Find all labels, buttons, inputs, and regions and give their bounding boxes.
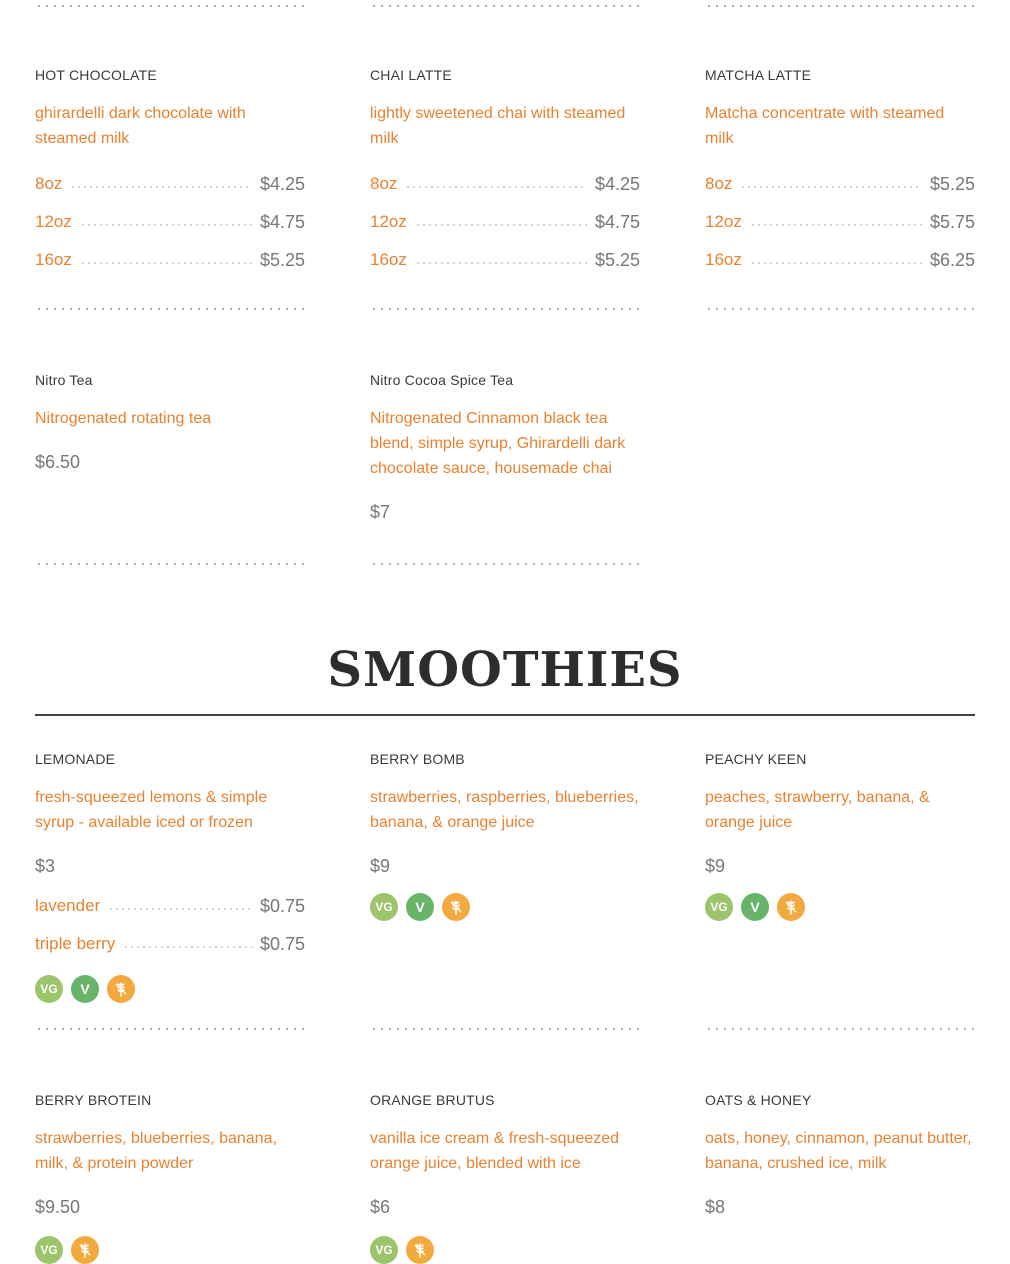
addon-options — [35, 887, 305, 963]
item-description: ghirardelli dark chocolate with steamed milk — [35, 105, 246, 147]
divider — [705, 1028, 975, 1030]
item-price: $8 — [705, 1197, 726, 1217]
divider — [705, 308, 975, 310]
item-name: PEACHY KEEN — [705, 751, 807, 767]
item-price: $6.50 — [35, 452, 81, 472]
size-price: $6.25 — [929, 249, 975, 270]
vegan-badge: V — [741, 893, 769, 921]
diet-badges — [370, 893, 640, 921]
size-option — [370, 241, 640, 279]
size-option — [370, 165, 640, 203]
size-label: 12oz — [35, 212, 72, 231]
item-price: $9 — [705, 856, 726, 876]
menu-item-oats-honey — [705, 1091, 975, 1218]
item-description: lightly sweetened chai with steamed milk — [370, 105, 626, 147]
size-label: 8oz — [35, 174, 63, 193]
size-price: $5.25 — [259, 249, 305, 270]
menu-item-berry-brotein — [35, 1091, 305, 1264]
dot-leader — [750, 262, 922, 264]
size-options — [370, 165, 640, 279]
addon-label: triple berry — [35, 934, 116, 953]
size-label: 16oz — [705, 250, 742, 269]
vegetarian-badge: VG — [370, 893, 398, 921]
size-options — [35, 165, 305, 279]
item-price: $9.50 — [35, 1197, 81, 1217]
addon-option — [35, 887, 305, 925]
wheat-icon — [442, 893, 470, 921]
size-price: $4.25 — [594, 173, 640, 194]
addon-price: $0.75 — [259, 933, 305, 954]
divider — [370, 1028, 640, 1030]
wheat-icon — [107, 975, 135, 1003]
addon-label: lavender — [35, 896, 101, 915]
menu-item-orange-brutus — [370, 1091, 632, 1264]
item-description: Nitrogenated rotating tea — [35, 410, 212, 427]
item-price: $9 — [370, 856, 391, 876]
section-title: SMOOTHIES — [327, 642, 683, 698]
size-options — [705, 165, 975, 279]
item-description: peaches, strawberry, banana, & orange juice — [705, 789, 930, 831]
dot-leader — [80, 224, 252, 226]
item-price: $6 — [370, 1197, 391, 1217]
size-label: 8oz — [705, 174, 733, 193]
item-name: CHAI LATTE — [370, 67, 452, 83]
wheat-icon — [71, 1236, 99, 1264]
menu-item-nitro-tea — [35, 371, 305, 473]
vegetarian-badge: VG — [705, 893, 733, 921]
size-price: $4.75 — [259, 211, 305, 232]
item-name: Nitro Cocoa Spice Tea — [370, 372, 514, 388]
item-price: $3 — [35, 856, 56, 876]
size-price: $5.25 — [929, 173, 975, 194]
item-description: Matcha concentrate with steamed milk — [705, 105, 945, 147]
size-label: 16oz — [370, 250, 407, 269]
size-option — [705, 241, 975, 279]
diet-badges — [35, 975, 305, 1003]
addon-option — [35, 925, 305, 963]
size-label: 16oz — [35, 250, 72, 269]
item-name: HOT CHOCOLATE — [35, 67, 157, 83]
item-name: BERRY BOMB — [370, 751, 465, 767]
vegetarian-badge: VG — [370, 1236, 398, 1264]
dot-leader — [750, 224, 922, 226]
size-price: $5.25 — [594, 249, 640, 270]
size-option — [35, 203, 305, 241]
menu-item-hot-chocolate — [35, 66, 305, 279]
diet-badges — [705, 893, 975, 921]
vegan-badge: V — [406, 893, 434, 921]
item-name: Nitro Tea — [35, 372, 93, 388]
menu-item-chai-latte — [370, 66, 640, 279]
item-name: LEMONADE — [35, 751, 116, 767]
dot-leader — [108, 908, 252, 910]
item-name: BERRY BROTEIN — [35, 1092, 152, 1108]
size-option — [370, 203, 640, 241]
size-price: $4.25 — [259, 173, 305, 194]
wheat-icon — [777, 893, 805, 921]
menu-item-nitro-cocoa-spice-tea — [370, 371, 632, 523]
vegetarian-badge: VG — [35, 1236, 63, 1264]
diet-badges — [370, 1236, 632, 1264]
size-price: $5.75 — [929, 211, 975, 232]
section-rule — [35, 714, 975, 716]
size-option — [705, 165, 975, 203]
size-label: 8oz — [370, 174, 398, 193]
item-name: MATCHA LATTE — [705, 67, 812, 83]
item-name: OATS & HONEY — [705, 1092, 812, 1108]
divider — [35, 563, 305, 565]
menu-item-peachy-keen — [705, 750, 975, 921]
size-price: $4.75 — [594, 211, 640, 232]
diet-badges — [35, 1236, 305, 1264]
dot-leader — [415, 262, 587, 264]
item-description: strawberries, raspberries, blueberries, banana, & orange juice — [370, 789, 639, 831]
divider — [35, 308, 305, 310]
dot-leader — [405, 186, 587, 188]
item-description: strawberries, blueberries, banana, milk, & protein powder — [35, 1130, 277, 1172]
vegan-badge: V — [71, 975, 99, 1003]
divider — [370, 308, 640, 310]
divider — [370, 563, 640, 565]
item-name: ORANGE BRUTUS — [370, 1092, 495, 1108]
item-description: vanilla ice cream & fresh-squeezed orange juice, blended with ice — [370, 1130, 620, 1172]
size-option — [705, 203, 975, 241]
size-label: 12oz — [370, 212, 407, 231]
divider — [705, 5, 975, 7]
dot-leader — [70, 186, 252, 188]
dot-leader — [80, 262, 252, 264]
menu-item-matcha-latte — [705, 66, 975, 279]
addon-price: $0.75 — [259, 895, 305, 916]
item-description: oats, honey, cinnamon, peanut butter, banana, crushed ice, milk — [705, 1130, 972, 1172]
vegetarian-badge: VG — [35, 975, 63, 1003]
menu-item-lemonade — [35, 750, 305, 1003]
item-description: Nitrogenated Cinnamon black tea blend, simple syrup, Ghirardelli dark chocolate sauce, housemade chai — [370, 410, 626, 477]
divider — [35, 5, 305, 7]
wheat-icon — [406, 1236, 434, 1264]
menu-item-berry-bomb — [370, 750, 640, 921]
item-price: $7 — [370, 502, 391, 522]
divider — [35, 1028, 305, 1030]
divider — [370, 5, 640, 7]
item-description: fresh-squeezed lemons & simple syrup - available iced or frozen — [35, 789, 268, 831]
dot-leader — [123, 946, 252, 948]
dot-leader — [740, 186, 922, 188]
size-option — [35, 165, 305, 203]
size-option — [35, 241, 305, 279]
dot-leader — [415, 224, 587, 226]
size-label: 12oz — [705, 212, 742, 231]
